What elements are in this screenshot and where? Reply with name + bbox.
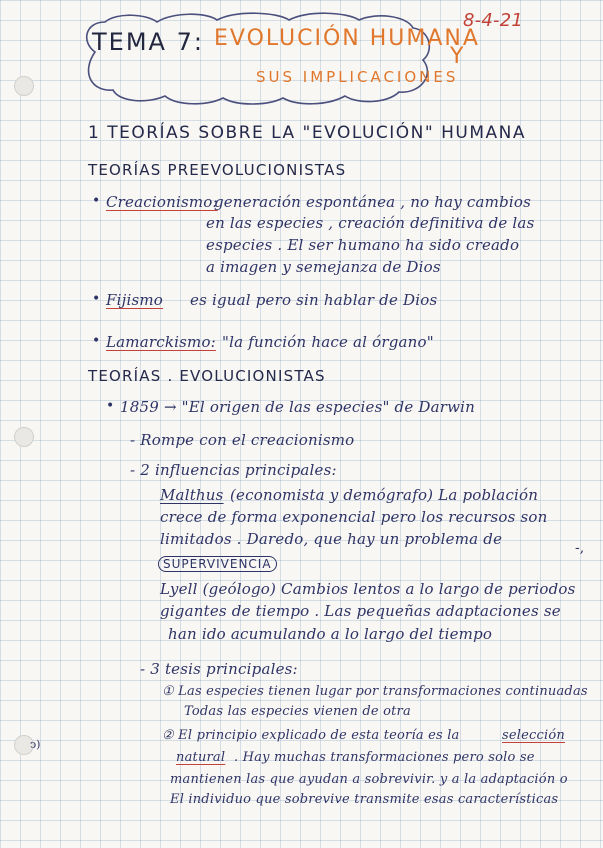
- rompe-line: - Rompe con el creacionismo: [130, 431, 355, 449]
- lamarckismo-term: Lamarckismo:: [106, 333, 216, 351]
- bullet-dot: •: [106, 398, 115, 414]
- influencias-line: - 2 influencias principales:: [130, 461, 337, 479]
- bullet-dot: •: [92, 333, 101, 349]
- tesis-two-line: mantienen las que ayudan a sobrevivir. y a la adaptación o: [170, 772, 568, 787]
- section-heading: 1 TEORÍAS SOBRE LA "EVOLUCIÓN" HUMANA: [88, 123, 526, 143]
- title-prefix: TEMA 7:: [92, 28, 204, 56]
- lyell-line: Lyell (geólogo) Cambios lentos a lo largo de periodos: [160, 580, 576, 598]
- bullet-dot: •: [92, 291, 101, 307]
- margin-mark: -,: [575, 540, 585, 556]
- fijismo-text: es igual pero sin hablar de Dios: [190, 291, 438, 309]
- creacionismo-term: Creacionismo:: [106, 193, 218, 211]
- title-main: EVOLUCIÓN HUMANA: [214, 26, 480, 51]
- tesis-two-line: ② El principio explicado de esta teoría es la: [162, 728, 460, 743]
- fijismo-term: Fijismo: [106, 291, 164, 309]
- malthus-term: Malthus: [160, 486, 224, 504]
- evo-heading: TEORÍAS . EVOLUCIONISTAS: [88, 367, 326, 385]
- creacionismo-line: a imagen y semejanza de Dios: [206, 258, 441, 276]
- margin-mark: ↄ): [30, 738, 41, 751]
- tesis-two-line: El individuo que sobrevive transmite esas características: [170, 792, 559, 807]
- lyell-line: gigantes de tiempo . Las pequeñas adaptaciones se: [160, 602, 561, 620]
- malthus-line: limitados . Daredo, que hay un problema de: [160, 530, 503, 548]
- pre-heading: TEORÍAS PREEVOLUCIONISTAS: [88, 161, 347, 179]
- title-sub: SUS IMPLICACIONES: [256, 68, 459, 86]
- tesis-one-line: Todas las especies vienen de otra: [184, 704, 411, 719]
- malthus-line: (economista y demógrafo) La población: [230, 486, 539, 504]
- lyell-line: han ido acumulando a lo largo del tiempo: [168, 625, 493, 643]
- darwin-line: 1859 → "El origen de las especies" de Darwin: [120, 398, 476, 416]
- tesis-line: - 3 tesis principales:: [140, 660, 298, 678]
- date: 8-4-21: [463, 10, 523, 31]
- malthus-line: crece de forma exponencial pero los recursos son: [160, 508, 548, 526]
- creacionismo-line: en las especies , creación definitiva de las: [206, 214, 535, 232]
- supervivencia-box: SUPERVIVENCIA: [158, 556, 277, 572]
- creacionismo-line: especies . El ser humano ha sido creado: [206, 236, 520, 254]
- natural-term: natural: [176, 750, 226, 765]
- title-y: Y: [450, 44, 466, 69]
- tesis-one-line: ① Las especies tienen lugar por transformaciones continuadas: [162, 684, 588, 699]
- seleccion-term: selección: [502, 728, 565, 743]
- lamarckismo-text: "la función hace al órgano": [222, 333, 434, 351]
- creacionismo-line: generación espontánea , no hay cambios: [214, 193, 532, 211]
- bullet-dot: •: [92, 193, 101, 209]
- tesis-two-line: . Hay muchas transformaciones pero solo se: [234, 750, 535, 765]
- binder-hole: [14, 427, 34, 447]
- binder-hole: [14, 76, 34, 96]
